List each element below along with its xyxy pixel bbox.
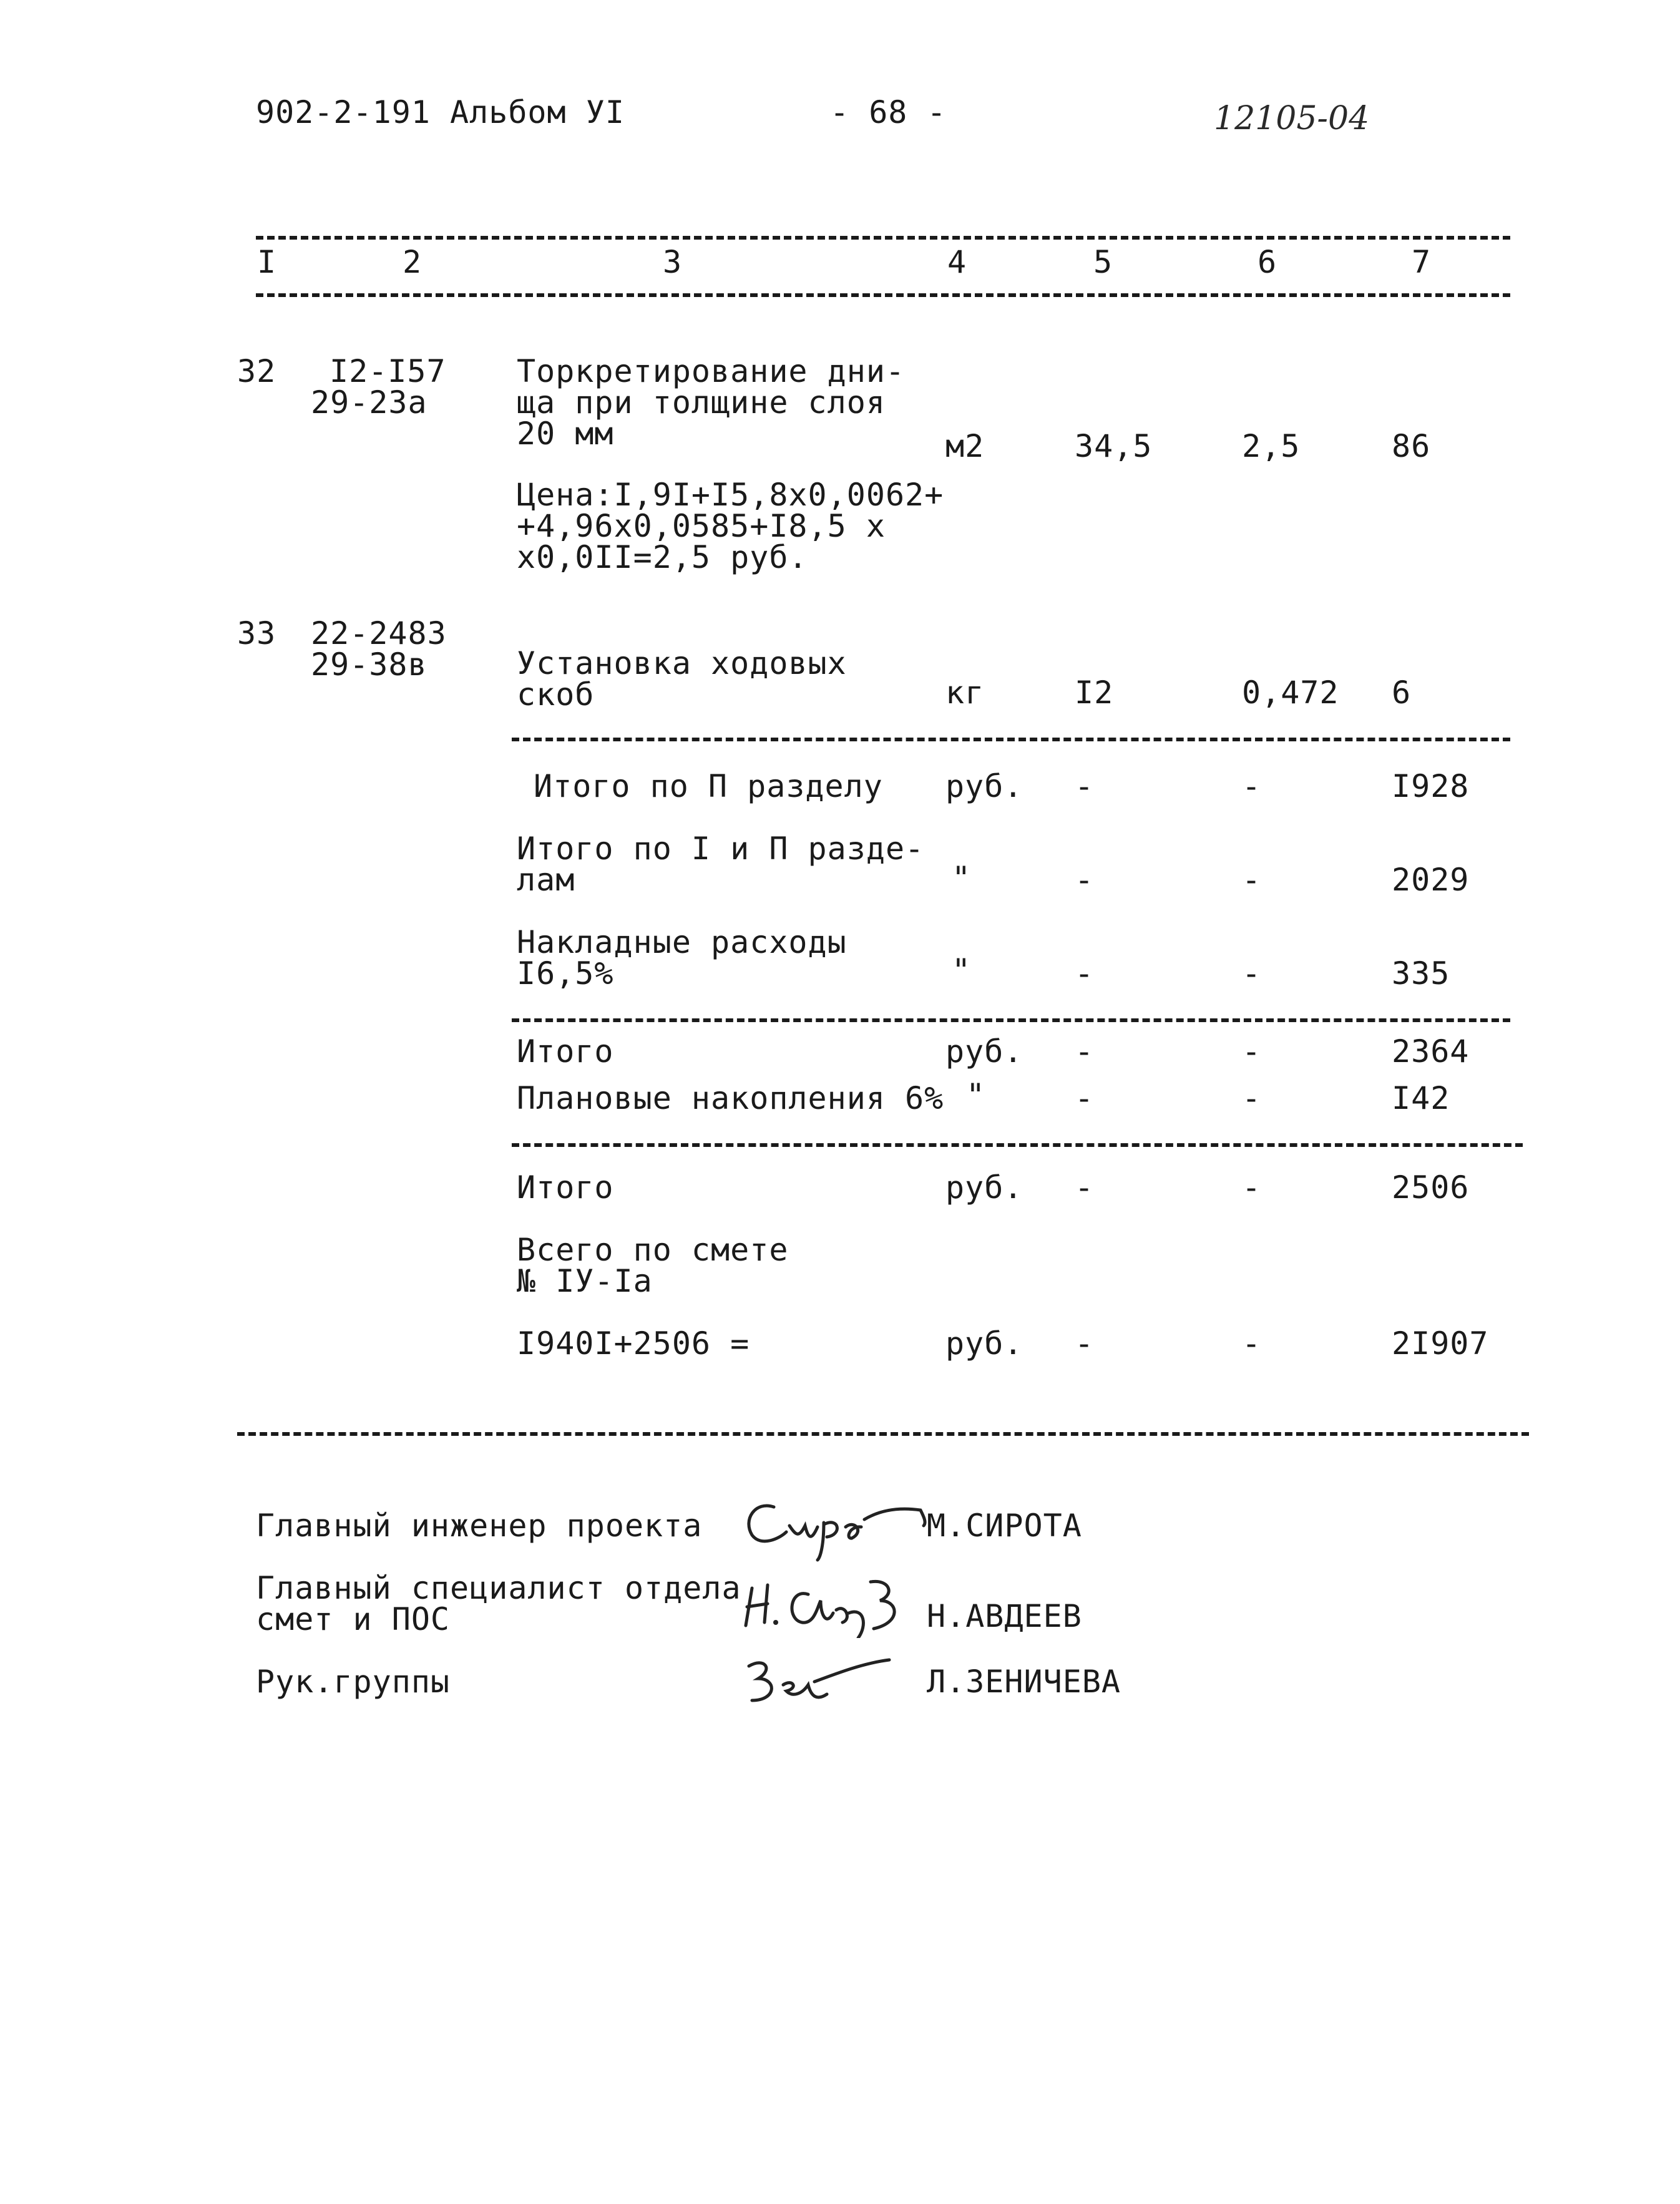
row-price: 2,5 — [1242, 428, 1301, 464]
summary-label: Плановые накопления 6% — [517, 1080, 944, 1116]
summary-total: I42 — [1392, 1080, 1450, 1116]
summary-label: Итого по П разделу — [534, 768, 883, 804]
summary-unit: руб. — [945, 1169, 1023, 1206]
document-code: 902-2-191 Альбом УI — [256, 94, 625, 130]
summary-price: - — [1242, 955, 1262, 992]
summary-label: Итого — [517, 1169, 614, 1206]
row-price-note: Цена:I,9I+I5,8х0,0062+ — [517, 477, 944, 513]
summary-total: 2029 — [1392, 862, 1470, 898]
signature-name: Л.ЗЕНИЧЕВА — [927, 1664, 1121, 1700]
signature-role: Рук.группы — [256, 1664, 451, 1700]
col-header-5: 5 — [1093, 244, 1113, 280]
summary-unit: руб. — [945, 1325, 1023, 1362]
col-header-4: 4 — [947, 244, 967, 280]
row-quantity: 34,5 — [1075, 428, 1153, 464]
row-code: I2-I57 — [330, 353, 446, 389]
handwritten-signature — [740, 1569, 914, 1638]
row-description: ща при толщине слоя — [517, 384, 886, 421]
table-bottom-rule — [237, 1432, 1529, 1436]
row-number: 33 — [237, 615, 276, 651]
row-quantity: I2 — [1075, 675, 1114, 711]
row-price-note: х0,0II=2,5 руб. — [517, 539, 808, 575]
col-header-3: 3 — [663, 244, 683, 280]
summary-unit: " — [952, 952, 972, 988]
summary-unit: " — [966, 1077, 986, 1113]
handwritten-signature — [740, 1647, 896, 1710]
summary-label: лам — [517, 862, 575, 898]
summary-unit: руб. — [945, 1033, 1023, 1070]
header-top-rule — [256, 236, 1510, 240]
row-description: скоб — [517, 676, 595, 713]
section-rule — [512, 738, 1510, 741]
row-price: 0,472 — [1242, 675, 1339, 711]
summary-label: Накладные расходы — [517, 924, 847, 960]
col-header-2: 2 — [403, 244, 422, 280]
summary-quantity: - — [1075, 1169, 1095, 1206]
page-number: - 68 - — [830, 94, 947, 130]
row-unit: кг — [945, 675, 985, 711]
row-number: 32 — [237, 353, 276, 389]
summary-quantity: - — [1075, 1033, 1095, 1070]
row-code: 29-38в — [311, 646, 427, 683]
summary-price: - — [1242, 1080, 1262, 1116]
row-code: 22-2483 — [311, 615, 447, 651]
signature-role: Главный специалист отдела — [256, 1570, 741, 1606]
col-header-7: 7 — [1412, 244, 1432, 280]
summary-quantity: - — [1075, 1325, 1095, 1362]
row-description: Установка ходовых — [517, 645, 847, 681]
summary-label: I940I+2506 = — [517, 1325, 750, 1362]
summary-price: - — [1242, 1325, 1262, 1362]
signature-role: Главный инженер проекта — [256, 1508, 703, 1544]
signature-name: Н.АВДЕЕВ — [927, 1598, 1082, 1634]
summary-label: I6,5% — [517, 955, 614, 992]
summary-price: - — [1242, 862, 1262, 898]
row-price-note: +4,96х0,0585+I8,5 х — [517, 508, 886, 544]
row-code: 29-23а — [311, 384, 427, 421]
summary-total: 335 — [1392, 955, 1450, 992]
summary-quantity: - — [1075, 862, 1095, 898]
row-total: 86 — [1392, 428, 1431, 464]
summary-total: I928 — [1392, 768, 1470, 804]
summary-total: 2364 — [1392, 1033, 1470, 1070]
row-total: 6 — [1392, 675, 1412, 711]
summary-label: Итого — [517, 1033, 614, 1070]
summary-price: - — [1242, 768, 1262, 804]
summary-label: Всего по смете — [517, 1232, 789, 1268]
stamp-number: 12105-04 — [1214, 100, 1370, 137]
row-description: 20 мм — [517, 416, 614, 452]
summary-unit: руб. — [945, 768, 1023, 804]
row-description: Торкретирование дни- — [517, 353, 906, 389]
summary-price: - — [1242, 1169, 1262, 1206]
summary-total: 2I907 — [1392, 1325, 1489, 1362]
summary-quantity: - — [1075, 955, 1095, 992]
handwritten-signature — [736, 1488, 936, 1563]
signature-role: смет и ПОС — [256, 1601, 451, 1637]
section-rule — [512, 1018, 1510, 1022]
summary-unit: " — [952, 860, 972, 896]
summary-quantity: - — [1075, 768, 1095, 804]
summary-label: Итого по I и П разде- — [517, 831, 925, 867]
header-bottom-rule — [256, 293, 1510, 297]
summary-quantity: - — [1075, 1080, 1095, 1116]
summary-total: 2506 — [1392, 1169, 1470, 1206]
signature-name: М.СИРОТА — [927, 1508, 1082, 1544]
summary-price: - — [1242, 1033, 1262, 1070]
col-header-6: 6 — [1258, 244, 1277, 280]
col-header-1: I — [257, 244, 277, 280]
section-rule — [512, 1143, 1523, 1147]
summary-label: № IУ-Iа — [517, 1263, 653, 1299]
row-unit: м2 — [945, 428, 985, 464]
